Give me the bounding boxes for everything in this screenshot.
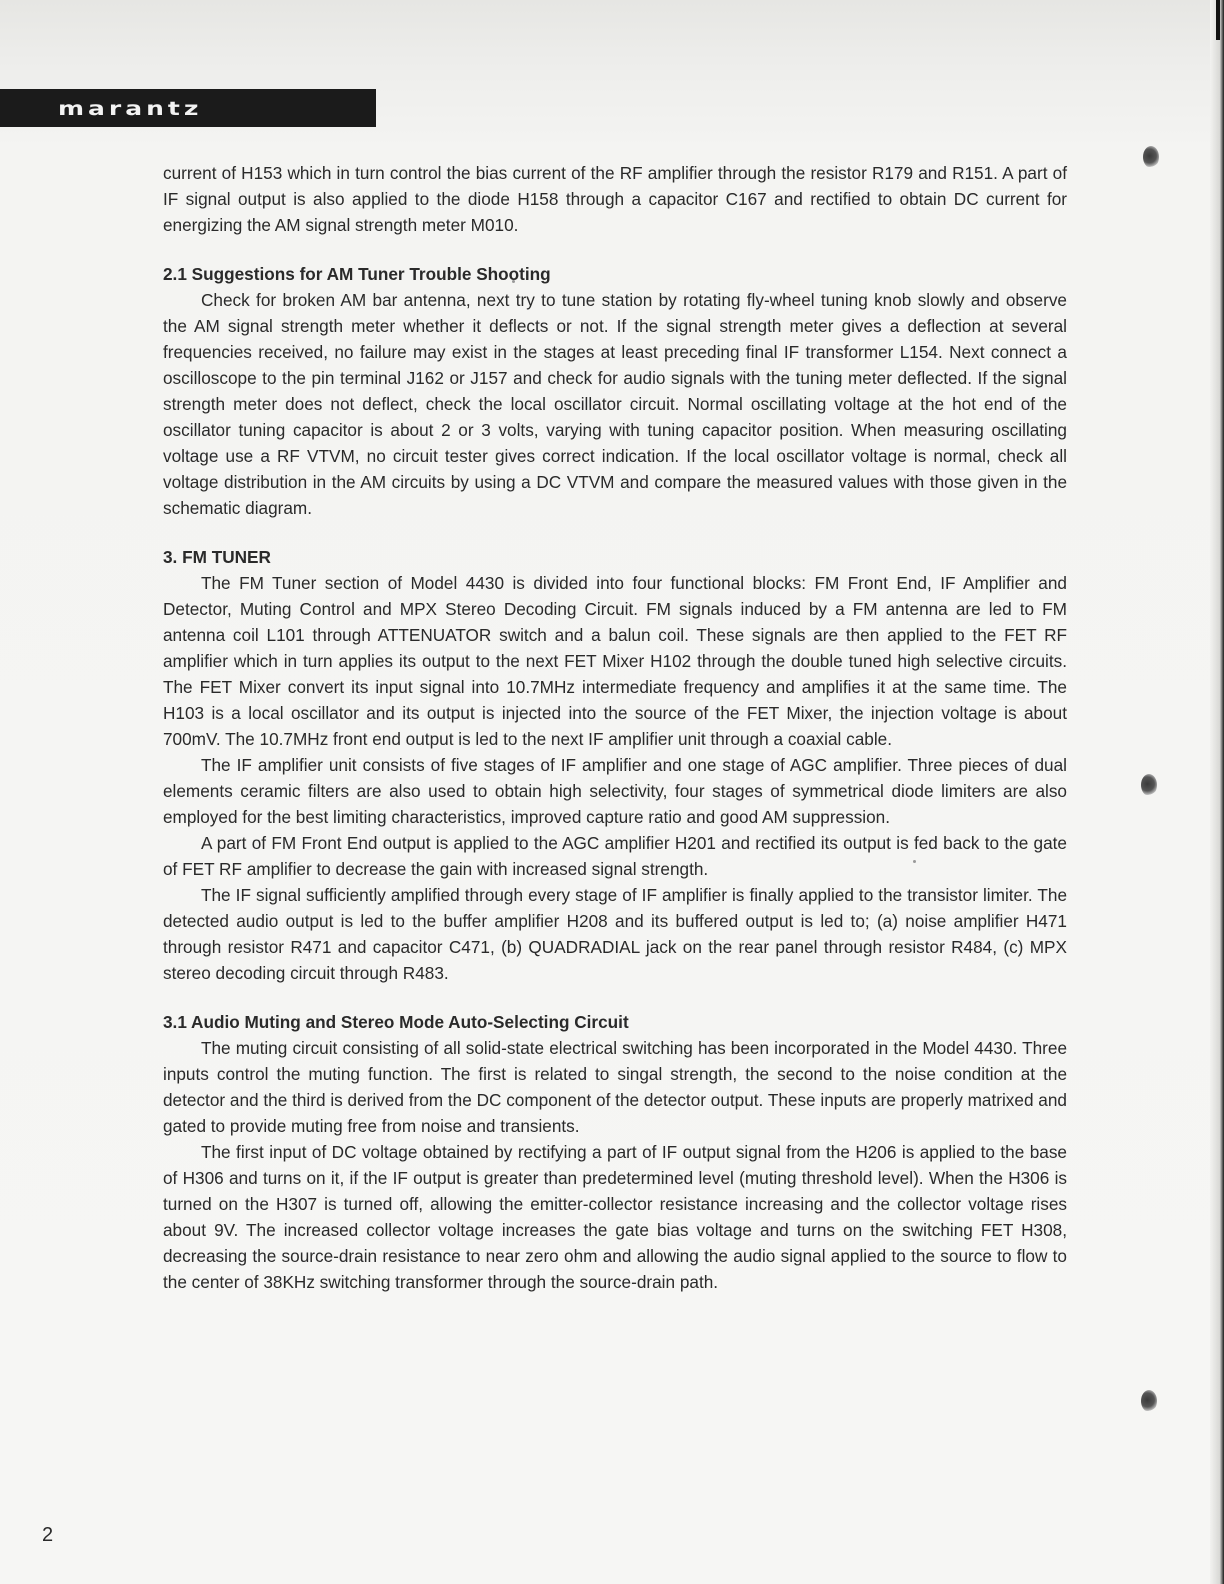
binder-hole-icon [1141,1390,1157,1412]
section-3-paragraph-4: The IF signal sufficiently amplified through every stage of IF amplifier is finally applied to the transistor limiter. The detected audio output is led to the buffer amplifier H208 and its buffered output is led to; (a) noise amplifier H471 through resistor R471 and capacitor C471, (b) QUADRADIAL jack on the rear panel through resistor R484, (c) MPX stereo decoding circuit through R483. [163,885,1067,983]
brand-logo: marantz [58,97,203,119]
section-3-paragraph-2: The IF amplifier unit consists of five stages of IF amplifier and one stage of AGC amplifier. Three pieces of dual elements ceramic filters are also used to obtain high selectivity, four stages of symmetrical diode limiters are also employed for the best limiting characteristics, improved capture ratio and good AM suppression. [163,755,1067,827]
body-text [163,160,1067,1295]
page-edge-shadow [1210,0,1224,1584]
page-edge-mark [1216,0,1220,40]
section-3-heading: 3. FM TUNER [163,547,271,567]
section-3-paragraph-3: A part of FM Front End output is applied to the AGC amplifier H201 and rectified its output is fed back to the gate of FET RF amplifier to decrease the gain with increased signal strength. [163,833,1067,879]
intro-paragraph: current of H153 which in turn control the bias current of the RF amplifier through the resistor R179 and R151. A part of IF signal output is also applied to the diode H158 through a capacitor C167 and rectified to obtain DC current for energizing the AM signal strength meter M010. [163,163,1067,235]
section-3-paragraph-1: The FM Tuner section of Model 4430 is divided into four functional blocks: FM Front End, IF Amplifier and Detector, Muting Control and MPX Stereo Decoding Circuit. FM signals induced by a FM antenna are led to FM antenna coil L101 through ATTENUATOR switch and a balun coil. These signals are then applied to the FET RF amplifier which in turn applies its output to the next FET Mixer H102 through the double tuned high selective circuits. The FET Mixer convert its input signal into 10.7MHz intermediate frequency and amplifies it at the same time. The H103 is a local oscillator and its output is injected into the source of the FET Mixer, the injection voltage is about 700mV. The 10.7MHz front end output is led to the next IF amplifier unit through a coaxial cable. [163,573,1067,749]
section-3-1-paragraph-2: The first input of DC voltage obtained by rectifying a part of IF output signal from the H206 is applied to the base of H306 and turns on it, if the IF output is greater than predetermined level (muting threshold level). When the H306 is turned on the H307 is turned off, allowing the emitter-collector resistance increasing and the collector voltage rises about 9V. The increased collector voltage increases the gate bias voltage and turns on the switching FET H308, decreasing the source-drain resistance to near zero ohm and allowing the audio signal applied to the source to flow to the center of 38KHz switching transformer through the source-drain path. [163,1142,1067,1292]
section-2-1-heading: 2.1 Suggestions for AM Tuner Trouble Shooting [163,264,551,284]
page-number: 2 [42,1524,54,1546]
binder-hole-icon [1143,146,1159,168]
section-3-1-paragraph-1: The muting circuit consisting of all solid-state electrical switching has been incorporated in the Model 4430. Three inputs control the muting function. The first is related to singal strength, the second to the noise condition at the detector and the third is derived from the DC component of the detector output. These inputs are properly matrixed and gated to provide muting free from noise and transients. [163,1038,1067,1136]
binder-hole-icon [1141,774,1157,796]
section-3-1-heading: 3.1 Audio Muting and Stereo Mode Auto-Selecting Circuit [163,1012,629,1032]
section-2-1-paragraph: Check for broken AM bar antenna, next try to tune station by rotating fly-wheel tuning knob slowly and observe the AM signal strength meter whether it deflects or not. If the signal strength meter gives a deflection at several frequencies received, no failure may exist in the stages at least preceding final IF transformer L154. Next connect a oscilloscope to the pin terminal J162 or J157 and check for audio signals with the tuning meter deflected. If the signal strength meter does not deflect, check the local oscillator circuit. Normal oscillating voltage at the hot end of the oscillator tuning capacitor is about 2 or 3 volts, varying with tuning capacitor position. When measuring oscillating voltage use a RF VTVM, no circuit tester gives correct indication. If the local oscillator voltage is normal, check all voltage distribution in the AM circuits by using a DC VTVM and compare the measured values with those given in the schematic diagram. [163,290,1067,518]
brand-header-bar [0,89,376,127]
